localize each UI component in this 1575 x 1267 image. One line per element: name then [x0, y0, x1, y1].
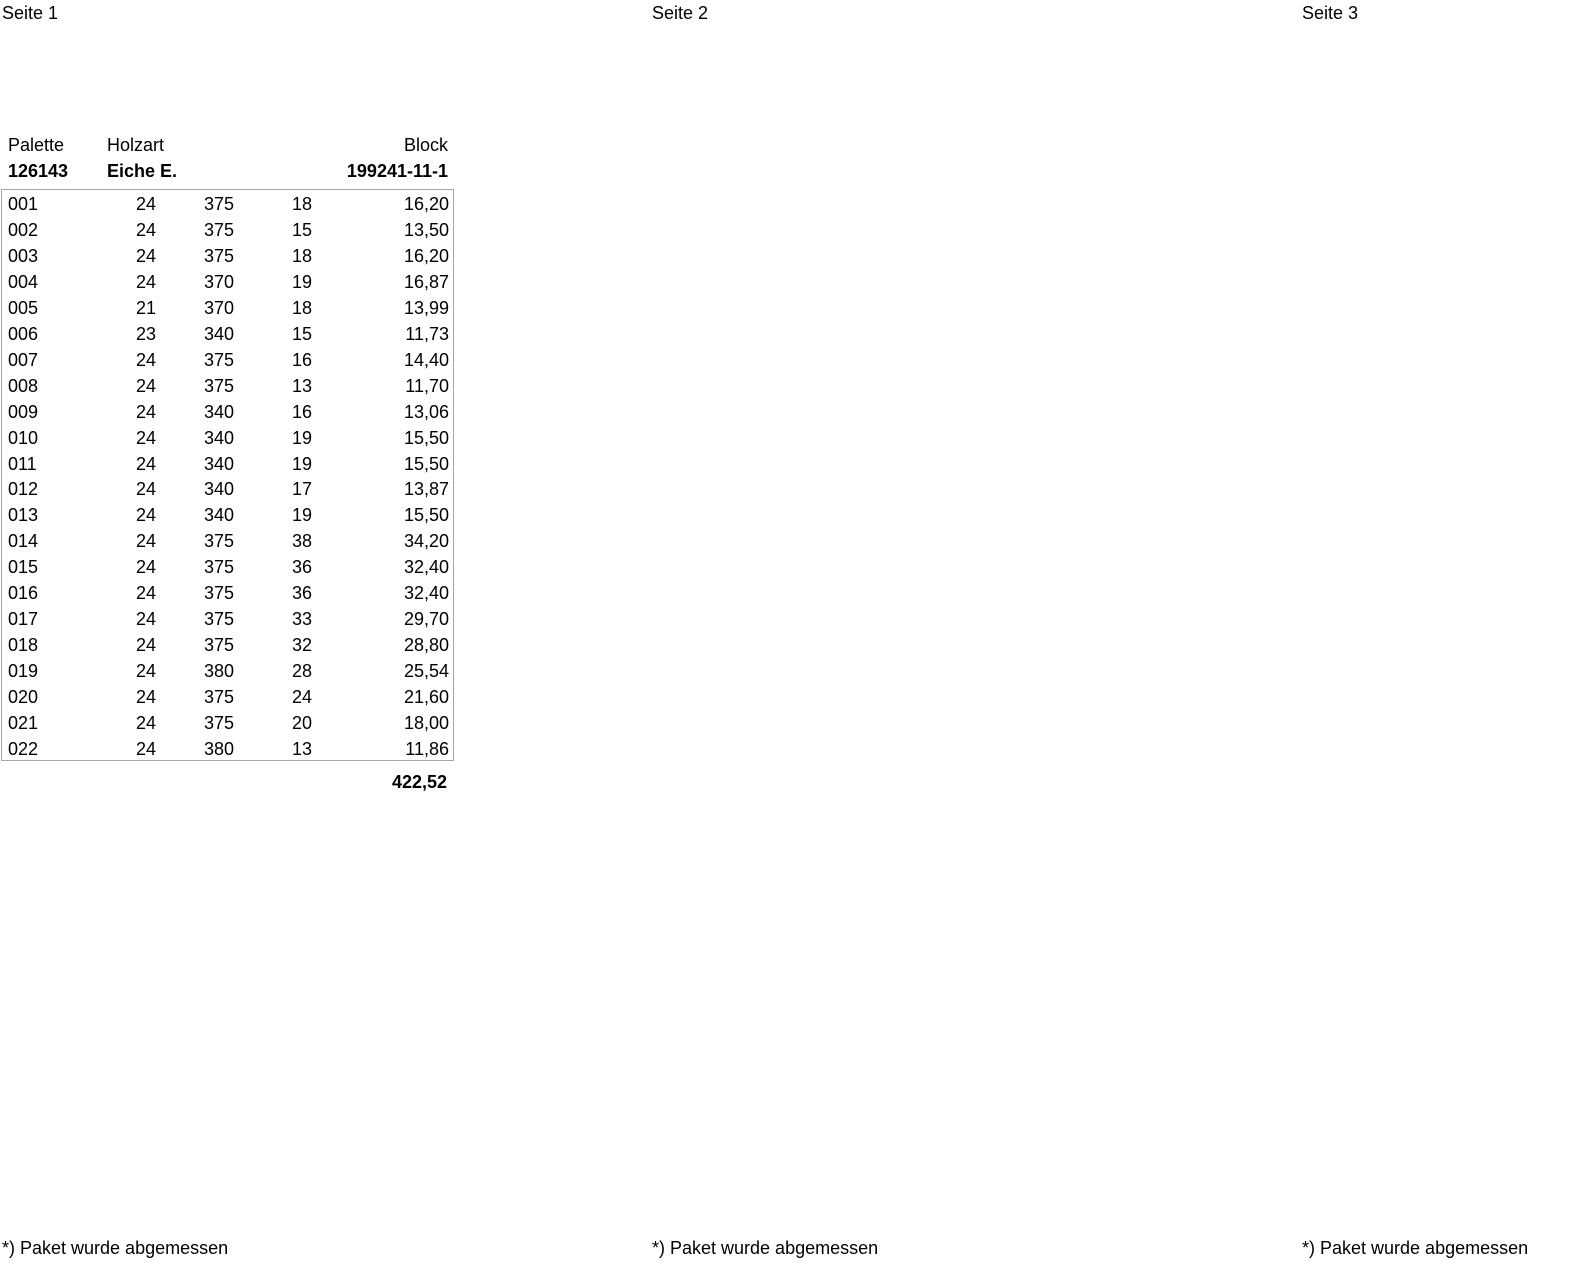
- row-col-4: 16: [291, 349, 312, 370]
- row-volume: 14,40: [403, 349, 449, 370]
- row-volume: 32,40: [403, 583, 449, 604]
- table-row: [0, 324, 460, 350]
- row-col-4: 19: [291, 505, 312, 526]
- table-row: [0, 454, 460, 480]
- row-col-4: 19: [291, 271, 312, 292]
- row-number: 011: [8, 453, 37, 474]
- row-col-2: 24: [135, 531, 156, 552]
- table-row: [0, 531, 460, 557]
- row-col-2: 24: [135, 401, 156, 422]
- table-row: [0, 194, 460, 220]
- row-col-2: 24: [135, 219, 156, 240]
- row-col-2: 24: [135, 453, 156, 474]
- row-col-3: 340: [203, 427, 234, 448]
- row-col-2: 24: [135, 194, 156, 214]
- row-number: 004: [8, 271, 39, 292]
- row-col-4: 15: [291, 219, 312, 240]
- row-col-2: 24: [135, 609, 156, 630]
- table-row: [0, 635, 460, 661]
- table-row: [0, 609, 460, 635]
- row-col-4: 38: [291, 531, 312, 552]
- row-col-4: 36: [291, 583, 312, 604]
- row-number: 005: [8, 297, 39, 318]
- row-col-3: 375: [203, 557, 234, 578]
- row-col-2: 24: [135, 271, 156, 292]
- row-col-3: 340: [203, 323, 234, 344]
- row-col-4: 18: [291, 297, 312, 318]
- row-volume: 28,80: [403, 635, 449, 656]
- row-volume: 21,60: [403, 687, 449, 708]
- table-row: [0, 220, 460, 246]
- row-volume: 13,50: [403, 219, 449, 240]
- row-col-3: 380: [203, 738, 234, 759]
- palette-value: 126143: [8, 161, 69, 181]
- row-col-2: 24: [135, 713, 156, 733]
- row-number: 013: [8, 505, 39, 526]
- row-volume: 13,06: [403, 401, 449, 422]
- row-col-3: 375: [203, 583, 234, 604]
- row-volume: 16,20: [403, 245, 449, 266]
- row-col-3: 375: [203, 635, 234, 656]
- footnote-3: *) Paket wurde abgemessen: [1302, 1238, 1529, 1258]
- row-col-4: 19: [291, 427, 312, 448]
- row-col-2: 24: [135, 635, 156, 656]
- row-col-4: 36: [291, 557, 312, 578]
- row-col-2: 24: [135, 738, 156, 759]
- row-col-3: 340: [203, 479, 234, 500]
- row-col-4: 16: [291, 401, 312, 422]
- block-label: Block: [403, 135, 448, 155]
- row-volume: 11,73: [405, 323, 449, 344]
- table-row: [0, 661, 460, 687]
- row-col-3: 375: [203, 219, 234, 240]
- row-col-3: 340: [203, 401, 234, 422]
- table-row: [0, 557, 460, 583]
- holzart-label: Holzart: [107, 135, 165, 155]
- row-col-4: 24: [291, 687, 312, 708]
- row-volume: 34,20: [403, 531, 449, 552]
- row-col-2: 24: [135, 375, 156, 396]
- holzart-value: Eiche E.: [107, 161, 178, 181]
- total-value: 422,52: [391, 772, 447, 792]
- row-col-2: 24: [135, 661, 156, 682]
- table-row: [0, 402, 460, 428]
- table-row: [0, 739, 460, 765]
- row-number: 021: [8, 713, 39, 733]
- row-col-2: 24: [135, 427, 156, 448]
- row-number: 015: [8, 557, 39, 578]
- row-number: 007: [8, 349, 39, 370]
- row-col-4: 18: [291, 245, 312, 266]
- row-number: 003: [8, 245, 39, 266]
- row-number: 008: [8, 375, 39, 396]
- row-col-3: 370: [203, 297, 234, 318]
- table-row: [0, 583, 460, 609]
- table-row: [0, 350, 460, 376]
- row-volume: 15,50: [403, 453, 449, 474]
- table-row: [0, 376, 460, 402]
- row-col-3: 375: [203, 687, 234, 708]
- row-col-2: 24: [135, 349, 156, 370]
- table-row: [0, 687, 460, 713]
- palette-label: Palette: [8, 135, 65, 155]
- row-col-3: 375: [203, 609, 234, 630]
- row-volume: 11,86: [405, 738, 449, 759]
- row-volume: 13,87: [403, 479, 449, 500]
- row-number: 001: [8, 194, 39, 214]
- row-col-2: 24: [135, 479, 156, 500]
- row-volume: 25,54: [403, 661, 449, 682]
- row-number: 014: [8, 531, 39, 552]
- table-row: [0, 298, 460, 324]
- row-number: 010: [8, 427, 39, 448]
- row-col-3: 375: [203, 245, 234, 266]
- row-col-3: 340: [203, 453, 234, 474]
- row-col-4: 32: [291, 635, 312, 656]
- row-col-2: 24: [135, 687, 156, 708]
- row-col-4: 18: [291, 194, 312, 214]
- row-col-4: 19: [291, 453, 312, 474]
- row-number: 012: [8, 479, 39, 500]
- row-col-4: 28: [291, 661, 312, 682]
- row-col-3: 380: [203, 661, 234, 682]
- row-col-4: 13: [291, 738, 312, 759]
- row-volume: 16,87: [403, 271, 449, 292]
- row-col-4: 15: [291, 323, 312, 344]
- footnote-2: *) Paket wurde abgemessen: [652, 1238, 879, 1258]
- row-col-3: 370: [203, 271, 234, 292]
- row-number: 018: [8, 635, 39, 656]
- row-number: 009: [8, 401, 39, 422]
- row-number: 017: [8, 609, 39, 630]
- page-label-2: Seite 2: [652, 3, 709, 23]
- row-col-4: 17: [291, 479, 312, 500]
- row-number: 020: [8, 687, 39, 708]
- page-label-1: Seite 1: [2, 3, 59, 23]
- row-col-3: 375: [203, 194, 234, 214]
- row-col-3: 375: [203, 349, 234, 370]
- row-volume: 11,70: [405, 375, 449, 396]
- row-volume: 13,99: [403, 297, 449, 318]
- row-number: 019: [8, 661, 39, 682]
- row-volume: 32,40: [403, 557, 449, 578]
- row-col-3: 375: [203, 375, 234, 396]
- row-col-2: 24: [135, 245, 156, 266]
- page-label-3: Seite 3: [1302, 3, 1359, 23]
- row-col-3: 375: [203, 713, 234, 733]
- row-col-4: 13: [291, 375, 312, 396]
- row-col-4: 33: [291, 609, 312, 630]
- row-volume: 16,20: [403, 194, 449, 214]
- block-value: 199241-11-1: [346, 161, 448, 181]
- row-col-2: 24: [135, 505, 156, 526]
- row-number: 022: [8, 738, 39, 759]
- table-row: [0, 428, 460, 454]
- row-col-2: 24: [135, 557, 156, 578]
- table-row: [0, 479, 460, 505]
- row-number: 002: [8, 219, 39, 240]
- row-number: 016: [8, 583, 39, 604]
- row-col-3: 375: [203, 531, 234, 552]
- row-col-2: 24: [135, 583, 156, 604]
- row-col-4: 20: [291, 713, 312, 733]
- row-number: 006: [8, 323, 39, 344]
- row-col-3: 340: [203, 505, 234, 526]
- row-volume: 15,50: [403, 427, 449, 448]
- row-volume: 29,70: [403, 609, 449, 630]
- table-row: [0, 713, 460, 739]
- footnote-1: *) Paket wurde abgemessen: [2, 1238, 229, 1258]
- row-volume: 15,50: [403, 505, 449, 526]
- row-volume: 18,00: [403, 713, 449, 733]
- row-col-2: 21: [135, 297, 156, 318]
- table-row: [0, 272, 460, 298]
- table-row: [0, 246, 460, 272]
- row-col-2: 23: [135, 323, 156, 344]
- table-row: [0, 505, 460, 531]
